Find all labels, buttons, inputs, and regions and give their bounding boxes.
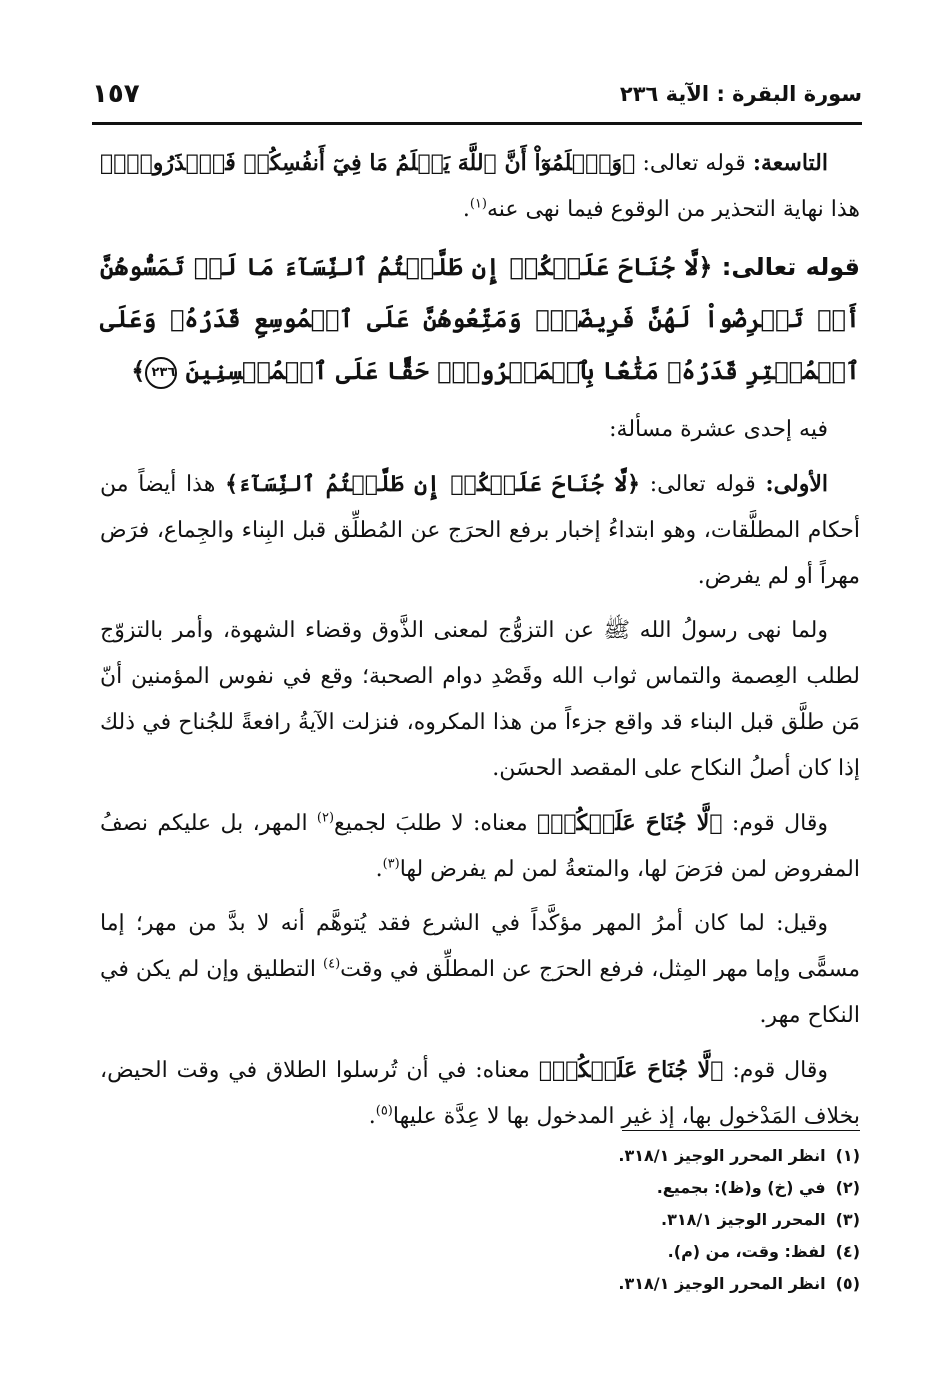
quran-quote: وَٱعۡلَمُوٓاْ أَنَّ ٱللَّهَ يَعۡلَمُ مَا فِيٓ أَنفُسِكُمۡ فَٱحۡذَرُوهُۚ: [113, 150, 623, 176]
paragraph-prophet: ولما نهى رسولُ الله ﷺ عن التزوُّج لمعنى الذَّوق وقضاء الشهوة، وأمر بالتزوّج لطلب العِصمة والتماس ثواب الله وقَصْدِ دوام الصحبة؛ وقع في نفوس المؤمنين أنّ مَن طلَّق قبل البناء قد واقع جزءاً من هذا المكروه، فنزلت الآيةُ رافعةً للجُناح في ذلك إذا كان أصلُ النكاح على المقصد الحسَن.: [100, 618, 860, 781]
text: معناه: في أن تُرسلوا الطلاق في وقت الحيض، بخلاف المَدْخول بها، إذ غير المدخول بها لا عِدَّة عليها: [100, 1058, 860, 1129]
footnote-text: المحرر الوجيز ٣١٨/١.: [661, 1210, 826, 1229]
quran-close-bracket: ﴾: [225, 471, 238, 497]
paragraph-qawm-2: [100, 1047, 860, 1140]
footnote-text: في (خ) و(ظ): بجميع.: [656, 1178, 826, 1197]
text: .: [375, 857, 383, 882]
section-lead: الأولى:: [765, 471, 828, 497]
quran-open-bracket: ﴿: [710, 1057, 724, 1083]
quran-open-bracket: ﴿: [627, 471, 640, 497]
footnote-ref: (٢): [316, 810, 335, 826]
running-header: [92, 72, 862, 116]
paragraph-qila: [100, 901, 860, 1039]
quran-close-bracket: ﴾: [538, 1057, 553, 1083]
paragraph-first: [100, 461, 860, 600]
quran-quote: لَّا جُنَاحَ عَلَيۡكُمۡ: [552, 1057, 711, 1083]
text: قوله تعالى:: [635, 151, 753, 176]
quran-quote: لَّا جُنَاحَ عَلَيۡكُمۡ إِن طَلَّقۡتُمُ ٱلنِّسَآءَ: [237, 471, 628, 497]
paragraph-intro: فيه إحدى عشرة مسألة:: [609, 417, 828, 442]
footnotes: [400, 1140, 860, 1300]
quran-open-bracket: ﴿: [622, 150, 636, 176]
footnote: [400, 1172, 860, 1204]
quran-close-bracket: ﴾: [131, 356, 146, 385]
quran-open-bracket: ﴿: [698, 252, 713, 281]
section-lead: التاسعة:: [752, 150, 828, 176]
text: قوله تعالى:: [640, 472, 766, 497]
text: معناه: لا طلبَ لجميع: [334, 811, 538, 836]
footnote-number: (٢): [835, 1178, 860, 1197]
text: .: [462, 197, 470, 222]
main-text: [100, 140, 860, 1148]
text: .: [368, 1104, 376, 1129]
quran-close-bracket: ﴾: [100, 150, 114, 176]
quran-close-bracket: ﴾: [537, 810, 551, 836]
text: هذا نهاية التحذير من الوقوع فيما نهى عنه: [486, 197, 860, 222]
text: التطليق وإن لم يكن في النكاح مهر.: [100, 957, 860, 1028]
footnote-ref: (٤): [323, 956, 341, 972]
footnote-text: انظر المحرر الوجيز ٣١٨/١.: [618, 1274, 826, 1293]
footnote-ref: (٥): [375, 1103, 393, 1119]
footnote-ref: (٣): [382, 856, 400, 872]
header-rule: [92, 122, 862, 125]
page-number: ١٥٧: [92, 79, 140, 109]
text: المهر، بل عليكم نصفُ المفروض لمن فرَضَ لها، والمتعةُ لمن لم يفرض لها: [100, 811, 860, 882]
footnote-text: لفظ: وقت، من (م).: [667, 1242, 826, 1261]
verse-block: [100, 241, 860, 397]
footnote-rule: [622, 1130, 860, 1131]
paragraph-qawm-1: [100, 800, 860, 893]
verse-text: لَّا جُنَاحَ عَلَيۡكُمۡ إِن طَلَّقۡتُمُ ٱلنِّسَآءَ مَا لَمۡ تَمَسُّوهُنَّ أَوۡ تَفۡرِضُواْ لَهُنَّ فَرِيضَةٗۚ وَمَتِّعُوهُنَّ عَلَى ٱلۡمُوسِعِ قَدَرُهُۥ وَعَلَى ٱلۡمُقۡتِرِ قَدَرُهُۥ مَتَٰعَۢا بِٱلۡمَعۡرُوفِۖ حَقًّا عَلَى ٱلۡمُحۡسِنِينَ: [100, 252, 860, 385]
footnote-text: انظر المحرر الوجيز ٣١٨/١.: [618, 1146, 826, 1165]
quran-quote: لَّا جُنَاحَ عَلَيۡكُمۡ: [550, 810, 710, 836]
running-title: سورة البقرة : الآية ٢٣٦: [619, 82, 862, 106]
footnote-number: (٤): [835, 1242, 860, 1261]
text: وقال قوم:: [723, 1058, 828, 1083]
paragraph-ninth: [100, 140, 860, 233]
footnote-number: (٥): [835, 1274, 860, 1293]
footnote-number: (١): [835, 1146, 860, 1165]
footnote-number: (٣): [835, 1210, 860, 1229]
footnote: [400, 1268, 860, 1300]
quran-open-bracket: ﴿: [709, 810, 723, 836]
footnote: [400, 1236, 860, 1268]
footnote-ref: (١): [469, 196, 487, 212]
footnote: [400, 1204, 860, 1236]
text: وقال قوم:: [722, 811, 828, 836]
verse-lead: قوله تعالى:: [712, 253, 861, 281]
footnote: [400, 1140, 860, 1172]
text: هذا أيضاً من أحكام المطلَّقات، وهو ابتداءُ إخبار برفع الحرَج عن المُطلِّق قبل البِناء والجِماع، فرَض مهراً أو لم يفرض.: [100, 472, 860, 589]
text: وقيل: لما كان أمرُ المهر مؤكَّداً في الشرع فقد يُتوهَّم أنه لا بدَّ من مهر؛ إما مسمًّى وإما مهر المِثل، فرفع الحرَج عن المطلِّق في وقت: [100, 911, 860, 982]
ayah-number-marker: ٢٣٦: [145, 357, 177, 389]
